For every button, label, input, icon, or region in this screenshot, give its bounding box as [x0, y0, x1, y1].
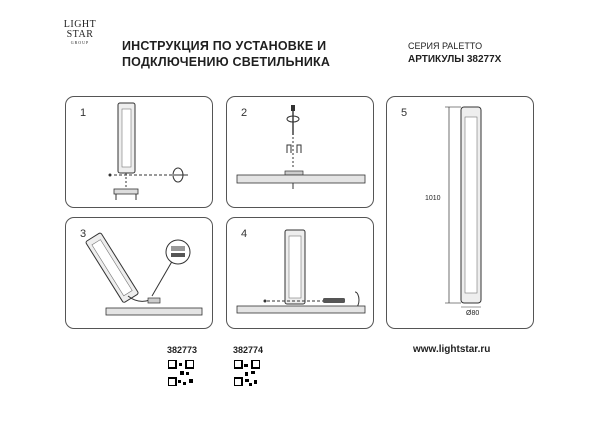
step-1-panel — [65, 96, 213, 208]
logo-line-2: STAR — [66, 29, 94, 40]
series-label: СЕРИЯ PALETTO — [408, 41, 483, 51]
title-line-2: ПОДКЛЮЧЕНИЮ СВЕТИЛЬНИКА — [122, 55, 331, 69]
height-dimension: 1010 — [425, 195, 441, 202]
website-link[interactable]: www.lightstar.ru — [413, 344, 491, 355]
step-3-panel — [65, 217, 213, 329]
qr-code-1 — [168, 360, 194, 386]
qr-code-2 — [234, 360, 260, 386]
brand-logo — [60, 20, 100, 46]
step-3-number: 3 — [80, 228, 87, 240]
step-4-number: 4 — [241, 228, 248, 240]
step-2-panel — [226, 96, 374, 208]
step-1-number: 1 — [80, 107, 87, 119]
step-4-panel — [226, 217, 374, 329]
logo-line-1: LIGHT — [63, 19, 97, 30]
step-4-illustration — [227, 218, 375, 330]
articles-label: АРТИКУЛЫ 38277X — [408, 54, 502, 65]
logo-line-3: GROUP — [70, 40, 90, 45]
step-2-illustration — [227, 97, 375, 209]
document-title — [122, 38, 330, 70]
step-5-panel — [386, 96, 534, 329]
step-3-illustration — [66, 218, 214, 330]
step-5-illustration — [387, 97, 535, 330]
step-1-illustration — [66, 97, 214, 209]
diameter-dimension: Ø80 — [466, 310, 480, 317]
step-2-number: 2 — [241, 107, 248, 119]
step-5-number: 5 — [401, 107, 408, 119]
article-code-2: 382774 — [233, 345, 264, 355]
title-line-1: ИНСТРУКЦИЯ ПО УСТАНОВКЕ И — [122, 39, 327, 53]
article-code-1: 382773 — [167, 345, 198, 355]
